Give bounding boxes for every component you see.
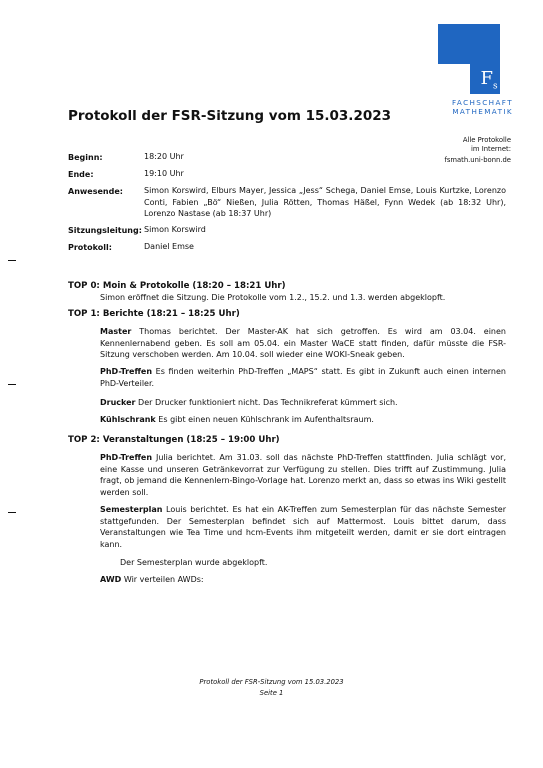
top1-heading: TOP 1: Berichte (18:21 – 18:25 Uhr)	[68, 309, 240, 319]
top2-semesterplan-text: Louis berichtet. Es hat ein AK-Treffen zum Semesterplan für das nächste Semester stattgefunden. Der Semesterplan befindet sich auf Mattermost. Louis bittet darum, dass Veranstaltungen wie Tea Time und hcm-Events ihm mitgeteilt werden, damit er sie dort eintragen kann.	[100, 505, 506, 549]
top1-printer-title: Drucker	[100, 398, 136, 407]
top1-phd-item	[100, 366, 506, 389]
chair-value: Simon Korswird	[144, 225, 206, 234]
archive-note-line2: im Internet:	[471, 145, 511, 153]
top1-printer-item	[100, 397, 506, 409]
top2-phd-text: Julia berichtet. Am 31.03. soll das nächste PhD-Treffen stattfinden. Julia schlägt vor, eine Kasse und unseren Getränkevorrat zur Verfügung zu stellen. Dies trifft auf Zustimmung. Julia fragt, ob jemand die Kennenlern-Bingo-Vorlage hat. Lorenzo merkt an, dass so etwas ins Wiki gestellt werden soll.	[100, 453, 506, 497]
top1-fridge-text: Es gibt einen neuen Kühlschrank im Aufenthaltsraum.	[158, 415, 374, 424]
chair-label: Sitzungsleitung:	[68, 226, 142, 235]
minutes-label: Protokoll:	[68, 243, 112, 252]
top2-semesterplan-title: Semesterplan	[100, 505, 163, 514]
top0-heading: TOP 0: Moin & Protokolle (18:20 – 18:21 Uhr)	[68, 281, 286, 291]
begin-value: 18:20 Uhr	[144, 152, 184, 161]
page-title: Protokoll der FSR-Sitzung vom 15.03.2023	[68, 108, 392, 124]
top1-phd-title: PhD-Treffen	[100, 367, 153, 376]
top2-awd-text: Wir verteilen AWDs:	[123, 575, 204, 584]
end-value: 19:10 Uhr	[144, 169, 184, 178]
top1-phd-text: Es finden weiterhin PhD-Treffen „MAPS“ statt. Es gibt in Zukunft auch einen internen PhD-Verteiler.	[100, 367, 506, 388]
top2-phd-item	[100, 452, 506, 498]
top1-printer-text: Der Drucker funktioniert nicht. Das Technikreferat kümmert sich.	[138, 398, 398, 407]
top2-semesterplan-item	[100, 504, 506, 550]
top2-heading: TOP 2: Veranstaltungen (18:25 – 19:00 Uhr)	[68, 435, 280, 445]
top0-text: Simon eröffnet die Sitzung. Die Protokolle vom 1.2., 15.2. und 1.3. werden abgeklopft.	[100, 293, 446, 302]
top2-phd-title: PhD-Treffen	[100, 453, 153, 462]
logo-block-top	[438, 24, 500, 64]
logo-text-line2: MATHEMATIK	[452, 107, 513, 116]
attendees-value: Simon Korswird, Elburs Mayer, Jessica „Jess“ Schega, Daniel Emse, Louis Kurtzke, Lorenzo Conti, Fabien „Bö“ Nießen, Julia Rötten, Thomas Häßel, Fynn Wedek (ab 18:32 Uhr), Lorenzo Nastase (ab 18:37 Uhr)	[144, 186, 506, 218]
logo-mark: $F_s$	[480, 68, 498, 92]
top1-fridge-item	[100, 414, 506, 426]
attendees-label: Anwesende:	[68, 187, 123, 196]
fold-mark	[8, 260, 16, 261]
top2-awd-item	[100, 574, 506, 586]
top1-fridge-title: Kühlschrank	[100, 415, 156, 424]
begin-label: Beginn:	[68, 153, 103, 162]
logo-text-line1: FACHSCHAFT	[452, 98, 513, 107]
fold-mark	[8, 512, 16, 513]
archive-note-line1: Alle Protokolle	[462, 136, 511, 144]
top1-master-text: Thomas berichtet. Der Master-AK hat sich getroffen. Es wird am 03.04. einen Kennenlernabend geben. Es soll am 05.04. ein Master WaCE statt finden, dafür müsste die FSR-Sitzung verschoben werden. Am 10.04. soll wieder eine WOKI-Sneak geben.	[100, 327, 506, 359]
end-label: Ende:	[68, 170, 94, 179]
fold-mark	[8, 384, 16, 385]
top2-semesterplan-text2: Der Semesterplan wurde abgeklopft.	[120, 558, 268, 567]
top1-master-item	[100, 326, 506, 361]
top2-awd-title: AWD	[100, 575, 122, 584]
minutes-value: Daniel Emse	[144, 242, 194, 251]
top1-master-title: Master	[100, 327, 132, 336]
footer-title: Protokoll der FSR-Sitzung vom 15.03.2023	[199, 678, 344, 686]
footer-page-number: Seite 1	[259, 689, 284, 697]
archive-note-url[interactable]: fsmath.uni-bonn.de	[444, 156, 511, 164]
